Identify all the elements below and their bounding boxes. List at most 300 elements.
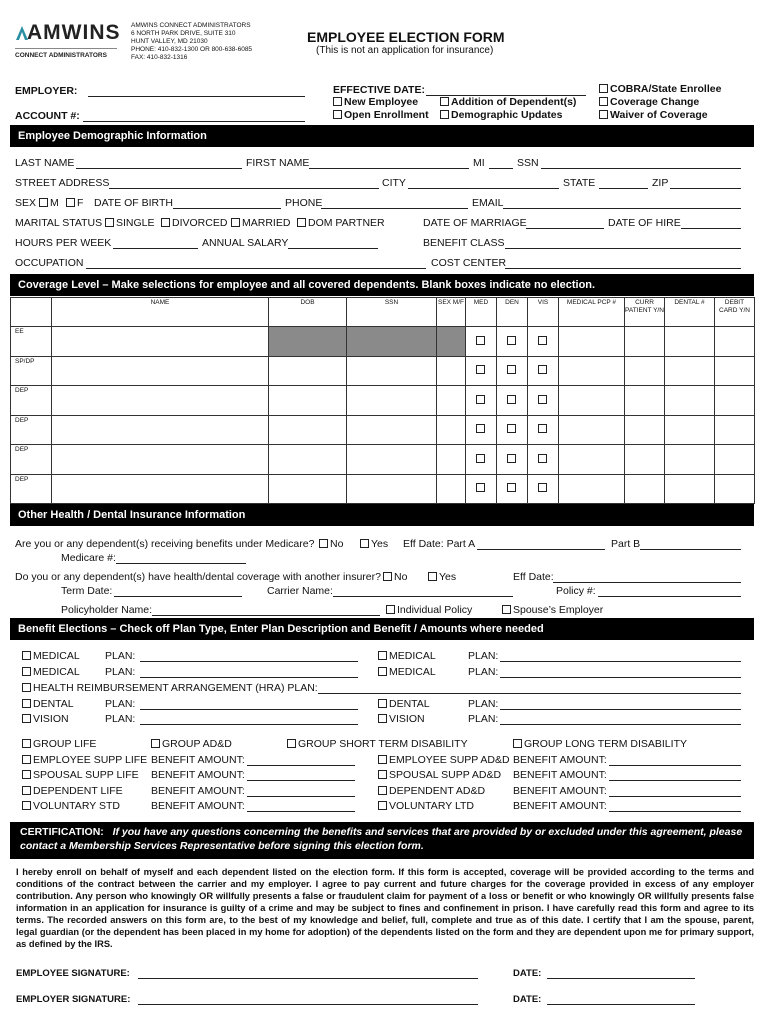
checkbox[interactable] bbox=[105, 218, 114, 227]
cell[interactable] bbox=[347, 474, 437, 504]
column-header: DOB bbox=[269, 298, 347, 327]
sex-f-option[interactable]: F bbox=[66, 197, 83, 209]
address-line: HUNT VALLEY, MD 21030 bbox=[131, 38, 208, 45]
plan-field[interactable] bbox=[140, 724, 358, 725]
den-cell bbox=[497, 386, 528, 416]
checkbox[interactable] bbox=[378, 755, 387, 764]
row-label: DEP bbox=[11, 415, 52, 445]
vision-option[interactable]: VISION bbox=[378, 713, 425, 725]
cell[interactable] bbox=[625, 445, 665, 475]
voluntary-std-option[interactable]: VOLUNTARY STD bbox=[22, 800, 120, 812]
cell[interactable] bbox=[52, 415, 269, 445]
policyholder-field[interactable] bbox=[152, 615, 380, 616]
group-std-option[interactable]: GROUP SHORT TERM DISABILITY bbox=[287, 738, 468, 750]
date-field[interactable] bbox=[547, 1004, 695, 1005]
cell[interactable] bbox=[665, 474, 715, 504]
checkbox[interactable] bbox=[22, 786, 31, 795]
plan-label: PLAN: bbox=[105, 713, 136, 725]
ssn-label: SSN bbox=[517, 157, 539, 169]
cell[interactable] bbox=[437, 415, 466, 445]
plan-field[interactable] bbox=[500, 709, 741, 710]
benefit-amount-field[interactable] bbox=[247, 780, 355, 781]
dependent-life-option[interactable]: DEPENDENT LIFE bbox=[22, 785, 123, 797]
spousal-supp-add-option[interactable]: SPOUSAL SUPP AD&D bbox=[378, 769, 501, 781]
benefit-amount-label: BENEFIT AMOUNT: bbox=[513, 754, 607, 766]
checkbox[interactable] bbox=[333, 110, 342, 119]
plan-field[interactable] bbox=[140, 661, 358, 662]
zip-label: ZIP bbox=[652, 177, 669, 189]
plan-field[interactable] bbox=[500, 724, 741, 725]
plan-field[interactable] bbox=[500, 661, 741, 662]
form-subtitle: (This is not an application for insurance) bbox=[316, 45, 494, 56]
phone-label: PHONE bbox=[285, 197, 323, 209]
checkbox[interactable] bbox=[22, 667, 31, 676]
benefit-amount-field[interactable] bbox=[247, 796, 355, 797]
date-of-hire-label: DATE OF HIRE bbox=[608, 217, 681, 229]
checkbox[interactable] bbox=[538, 424, 547, 433]
cobra-option[interactable]: COBRA/State Enrollee bbox=[599, 83, 721, 95]
certification-paragraph: I hereby enroll on behalf of myself and each dependent listed on the election form. If this form is accepted, coverage will be provided according to the terms and conditions of the contract between the carrier and my employer. I agree to pay current and future charges for the coverage provided in excess of any employer contribution. Any person who knowingly OR willfully presents a false or fraudulent claim for payment of a loss or benefit or who knowingly OR willfully presents false information in an application for insurance is guilty of a crime and may be subject to fines and confinement in prison. I have carefully read this form and agree to its terms. The recorded answers on this form are, to the best of my knowledge and belief, full, complete and true as of this date. I certify that I am the spouse, parent, legal guardian (or the dependent has been placed in my home for adoption) of the dependents listed on the form and they are dependent upon me for primary support, as defined by the IRS. bbox=[16, 867, 754, 949]
mi-field[interactable] bbox=[489, 168, 513, 169]
cell[interactable] bbox=[437, 386, 466, 416]
carrier-name-field[interactable] bbox=[333, 596, 513, 597]
benefit-amount-field[interactable] bbox=[247, 765, 355, 766]
other-coverage-question: Do you or any dependent(s) have health/dental coverage with another insurer? bbox=[15, 571, 381, 583]
checkbox[interactable] bbox=[297, 218, 306, 227]
form-title: EMPLOYEE ELECTION FORM bbox=[307, 29, 505, 45]
demographic-section-header: Employee Demographic Information bbox=[10, 125, 754, 147]
address-phone: PHONE: 410-832-1300 OR 800-638-6085 bbox=[131, 46, 253, 53]
plan-label: PLAN: bbox=[468, 698, 499, 710]
date-of-marriage-label: DATE OF MARRIAGE bbox=[423, 217, 527, 229]
medicare-no-option[interactable]: No bbox=[319, 538, 343, 550]
checkbox[interactable] bbox=[22, 699, 31, 708]
plan-label: PLAN: bbox=[105, 650, 136, 662]
medicare-yes-option[interactable]: Yes bbox=[360, 538, 388, 550]
logo-subtitle: CONNECT ADMINISTRATORS bbox=[15, 52, 107, 59]
cell[interactable] bbox=[625, 386, 665, 416]
checkbox[interactable] bbox=[161, 218, 170, 227]
benefit-amount-label: BENEFIT AMOUNT: bbox=[513, 769, 607, 781]
medicare-number-field[interactable] bbox=[116, 563, 246, 564]
cell[interactable] bbox=[559, 474, 625, 504]
waiver-option[interactable]: Waiver of Coverage bbox=[599, 109, 708, 121]
benefit-amount-field[interactable] bbox=[609, 796, 741, 797]
part-a-field[interactable] bbox=[477, 549, 605, 550]
checkbox[interactable] bbox=[378, 667, 387, 676]
benefit-elections-section-header: Benefit Elections – Check off Plan Type, Enter Plan Description and Benefit / Amounts where needed bbox=[10, 618, 754, 640]
group-add-option[interactable]: GROUP AD&D bbox=[151, 738, 232, 750]
medical-option[interactable]: MEDICAL bbox=[378, 666, 436, 678]
column-header: DEBIT CARD Y/N bbox=[715, 298, 755, 327]
other-coverage-yes-option[interactable]: Yes bbox=[428, 571, 456, 583]
med-cell bbox=[466, 445, 497, 475]
cell[interactable] bbox=[269, 474, 347, 504]
cell[interactable] bbox=[715, 415, 755, 445]
checkbox[interactable] bbox=[476, 483, 485, 492]
checkbox[interactable] bbox=[476, 395, 485, 404]
plan-label: PLAN: bbox=[468, 650, 499, 662]
checkbox[interactable] bbox=[507, 454, 516, 463]
eff-date-label: Eff Date: bbox=[513, 571, 554, 583]
cell[interactable] bbox=[347, 445, 437, 475]
medicare-number-label: Medicare #: bbox=[61, 552, 116, 564]
carrier-name-label: Carrier Name: bbox=[267, 585, 333, 597]
checkbox[interactable] bbox=[599, 110, 608, 119]
med-cell bbox=[466, 415, 497, 445]
benefit-amount-field[interactable] bbox=[609, 780, 741, 781]
hours-field[interactable] bbox=[113, 248, 198, 249]
column-header: DEN bbox=[497, 298, 528, 327]
checkbox[interactable] bbox=[599, 84, 608, 93]
address-line: AMWINS CONNECT ADMINISTRATORS bbox=[131, 22, 251, 29]
eff-date-field[interactable] bbox=[553, 582, 741, 583]
checkbox[interactable] bbox=[378, 651, 387, 660]
cell[interactable] bbox=[625, 474, 665, 504]
dental-option[interactable]: DENTAL bbox=[22, 698, 74, 710]
date-of-hire-field[interactable] bbox=[681, 228, 741, 229]
cell[interactable] bbox=[269, 445, 347, 475]
email-field[interactable] bbox=[503, 208, 741, 209]
table-row bbox=[11, 386, 755, 416]
checkbox[interactable] bbox=[378, 770, 387, 779]
checkbox[interactable] bbox=[476, 336, 485, 345]
other-coverage-no-option[interactable]: No bbox=[383, 571, 407, 583]
vis-cell bbox=[528, 445, 559, 475]
checkbox[interactable] bbox=[507, 365, 516, 374]
logo-text: AMWINS bbox=[27, 21, 121, 44]
checkbox[interactable] bbox=[538, 336, 547, 345]
term-date-field[interactable] bbox=[114, 596, 242, 597]
checkbox[interactable] bbox=[319, 539, 328, 548]
certification-banner bbox=[10, 822, 754, 859]
last-name-label: LAST NAME bbox=[15, 157, 75, 169]
cell[interactable] bbox=[665, 356, 715, 386]
den-cell bbox=[497, 415, 528, 445]
row-label: DEP bbox=[11, 386, 52, 416]
cell[interactable] bbox=[559, 356, 625, 386]
column-header: MED bbox=[466, 298, 497, 327]
mi-label: MI bbox=[473, 157, 485, 169]
checkbox[interactable] bbox=[476, 365, 485, 374]
date-label: DATE: bbox=[513, 968, 542, 979]
cell[interactable] bbox=[52, 356, 269, 386]
cell[interactable] bbox=[52, 445, 269, 475]
cell[interactable] bbox=[347, 386, 437, 416]
table-row bbox=[11, 474, 755, 504]
name-cell[interactable] bbox=[52, 327, 269, 357]
row-label: DEP bbox=[11, 445, 52, 475]
row-label-header bbox=[11, 298, 52, 327]
cost-center-label: COST CENTER bbox=[431, 257, 507, 269]
dependent-add-option[interactable]: DEPENDENT AD&D bbox=[378, 785, 485, 797]
med-cell bbox=[466, 356, 497, 386]
ssn-field[interactable] bbox=[541, 168, 741, 169]
checkbox[interactable] bbox=[538, 365, 547, 374]
cell[interactable] bbox=[437, 445, 466, 475]
employer-signature-label: EMPLOYER SIGNATURE: bbox=[16, 994, 131, 1005]
checkbox[interactable] bbox=[476, 454, 485, 463]
single-option[interactable]: SINGLE bbox=[105, 217, 155, 229]
vis-cell bbox=[528, 327, 559, 357]
cell[interactable] bbox=[559, 327, 625, 357]
cell[interactable] bbox=[665, 327, 715, 357]
account-label: ACCOUNT #: bbox=[15, 110, 80, 122]
voluntary-ltd-option[interactable]: VOLUNTARY LTD bbox=[378, 800, 474, 812]
cell[interactable] bbox=[437, 356, 466, 386]
cell[interactable] bbox=[625, 327, 665, 357]
medical-option[interactable]: MEDICAL bbox=[22, 650, 80, 662]
med-cell bbox=[466, 386, 497, 416]
cell[interactable] bbox=[715, 356, 755, 386]
spouse-employer-option[interactable]: Spouse’s Employer bbox=[502, 604, 603, 616]
checkbox[interactable] bbox=[22, 801, 31, 810]
state-field[interactable] bbox=[599, 188, 648, 189]
last-name-field[interactable] bbox=[76, 168, 242, 169]
cell[interactable] bbox=[347, 356, 437, 386]
plan-field[interactable] bbox=[140, 709, 358, 710]
street-field[interactable] bbox=[109, 188, 379, 189]
checkbox[interactable] bbox=[428, 572, 437, 581]
first-name-field[interactable] bbox=[309, 168, 469, 169]
table-row bbox=[11, 356, 755, 386]
zip-field[interactable] bbox=[670, 188, 741, 189]
group-life-option[interactable]: GROUP LIFE bbox=[22, 738, 96, 750]
cell[interactable] bbox=[559, 386, 625, 416]
coverage-section-header: Coverage Level – Make selections for employee and all covered dependents. Blank boxes indicate no election. bbox=[10, 274, 754, 296]
checkbox[interactable] bbox=[599, 97, 608, 106]
column-header: SSN bbox=[347, 298, 437, 327]
column-header: VIS bbox=[528, 298, 559, 327]
checkbox[interactable] bbox=[287, 739, 296, 748]
vis-cell bbox=[528, 386, 559, 416]
plan-field[interactable] bbox=[140, 677, 358, 678]
cell[interactable] bbox=[347, 415, 437, 445]
coverage-change-option[interactable]: Coverage Change bbox=[599, 96, 699, 108]
checkbox[interactable] bbox=[507, 424, 516, 433]
medicare-question: Are you or any dependent(s) receiving benefits under Medicare? bbox=[15, 538, 315, 550]
checkbox[interactable] bbox=[22, 755, 31, 764]
plan-label: PLAN: bbox=[468, 713, 499, 725]
checkbox[interactable] bbox=[22, 739, 31, 748]
cell[interactable] bbox=[665, 386, 715, 416]
checkbox[interactable] bbox=[22, 683, 31, 692]
policy-number-field[interactable] bbox=[598, 596, 741, 597]
med-cell bbox=[466, 474, 497, 504]
demographic-updates-option[interactable]: Demographic Updates bbox=[440, 109, 562, 121]
cell[interactable] bbox=[559, 445, 625, 475]
effective-date-label: EFFECTIVE DATE: bbox=[333, 84, 425, 96]
employee-supp-add-option[interactable]: EMPLOYEE SUPP AD&D bbox=[378, 754, 510, 766]
dob-label: DATE OF BIRTH bbox=[94, 197, 173, 209]
hra-plan-field[interactable] bbox=[318, 693, 741, 694]
cell[interactable] bbox=[665, 445, 715, 475]
cell[interactable] bbox=[715, 386, 755, 416]
checkbox[interactable] bbox=[383, 572, 392, 581]
married-option[interactable]: MARRIED bbox=[231, 217, 290, 229]
benefit-amount-field[interactable] bbox=[609, 811, 741, 812]
employee-signature-label: EMPLOYEE SIGNATURE: bbox=[16, 968, 130, 979]
checkbox[interactable] bbox=[22, 651, 31, 660]
benefit-amount-label: BENEFIT AMOUNT: bbox=[151, 800, 245, 812]
column-header: MEDICAL PCP # bbox=[559, 298, 625, 327]
cell[interactable] bbox=[52, 474, 269, 504]
cost-center-field[interactable] bbox=[505, 268, 741, 269]
employer-field[interactable] bbox=[88, 96, 305, 97]
checkbox[interactable] bbox=[39, 198, 48, 207]
checkbox[interactable] bbox=[502, 605, 511, 614]
marital-status-label: MARITAL STATUS bbox=[15, 217, 103, 229]
sex-m-option[interactable]: M bbox=[39, 197, 59, 209]
address-fax: FAX: 410-832-1316 bbox=[131, 54, 188, 61]
plan-label: PLAN: bbox=[468, 666, 499, 678]
checkbox[interactable] bbox=[507, 483, 516, 492]
benefit-amount-label: BENEFIT AMOUNT: bbox=[151, 769, 245, 781]
cell[interactable] bbox=[269, 356, 347, 386]
account-field[interactable] bbox=[83, 121, 305, 122]
cell[interactable] bbox=[269, 386, 347, 416]
new-employee-option[interactable]: New Employee bbox=[333, 96, 418, 108]
date-field[interactable] bbox=[547, 978, 695, 979]
checkbox[interactable] bbox=[378, 786, 387, 795]
plan-label: PLAN: bbox=[105, 666, 136, 678]
ssn-cell bbox=[347, 327, 437, 357]
plan-field[interactable] bbox=[500, 677, 741, 678]
city-label: CITY bbox=[382, 177, 406, 189]
medical-option[interactable]: MEDICAL bbox=[22, 666, 80, 678]
checkbox[interactable] bbox=[378, 801, 387, 810]
benefit-amount-field[interactable] bbox=[247, 811, 355, 812]
checkbox[interactable] bbox=[378, 699, 387, 708]
group-ltd-option[interactable]: GROUP LONG TERM DISABILITY bbox=[513, 738, 687, 750]
checkbox[interactable] bbox=[476, 424, 485, 433]
dob-cell bbox=[269, 327, 347, 357]
benefit-amount-label: BENEFIT AMOUNT: bbox=[513, 785, 607, 797]
checkbox[interactable] bbox=[151, 739, 160, 748]
hours-label: HOURS PER WEEK bbox=[15, 237, 112, 249]
column-header: DENTAL # bbox=[665, 298, 715, 327]
benefit-class-label: BENEFIT CLASS bbox=[423, 237, 505, 249]
cell[interactable] bbox=[715, 474, 755, 504]
table-row bbox=[11, 327, 755, 357]
date-of-marriage-field[interactable] bbox=[526, 228, 604, 229]
table-row bbox=[11, 415, 755, 445]
salary-label: ANNUAL SALARY bbox=[202, 237, 289, 249]
sex-label: SEX bbox=[15, 197, 37, 209]
benefit-amount-label: BENEFIT AMOUNT: bbox=[513, 800, 607, 812]
checkbox[interactable] bbox=[538, 454, 547, 463]
checkbox[interactable] bbox=[440, 97, 449, 106]
part-b-label: Part B bbox=[611, 538, 641, 550]
phone-field[interactable] bbox=[321, 208, 468, 209]
den-cell bbox=[497, 327, 528, 357]
sex-cell bbox=[437, 327, 466, 357]
cell[interactable] bbox=[715, 327, 755, 357]
certification-label: CERTIFICATION: bbox=[20, 826, 104, 838]
employee-supp-life-option[interactable]: EMPLOYEE SUPP LIFE bbox=[22, 754, 147, 766]
occupation-field[interactable] bbox=[86, 268, 426, 269]
street-label: STREET ADDRESS bbox=[15, 177, 110, 189]
benefit-amount-field[interactable] bbox=[609, 765, 741, 766]
employer-signature-field[interactable] bbox=[138, 1004, 478, 1005]
occupation-label: OCCUPATION bbox=[15, 257, 84, 269]
email-label: EMAIL bbox=[472, 197, 504, 209]
checkbox[interactable] bbox=[22, 770, 31, 779]
salary-field[interactable] bbox=[288, 248, 378, 249]
employee-signature-field[interactable] bbox=[138, 978, 478, 979]
benefit-amount-label: BENEFIT AMOUNT: bbox=[151, 754, 245, 766]
term-date-label: Term Date: bbox=[61, 585, 113, 597]
checkbox[interactable] bbox=[440, 110, 449, 119]
vis-cell bbox=[528, 474, 559, 504]
policy-number-label: Policy #: bbox=[556, 585, 596, 597]
dom-partner-option[interactable]: DOM PARTNER bbox=[297, 217, 385, 229]
benefit-class-field[interactable] bbox=[505, 248, 741, 249]
individual-policy-option[interactable]: Individual Policy bbox=[386, 604, 472, 616]
row-label: DEP bbox=[11, 474, 52, 504]
checkbox[interactable] bbox=[360, 539, 369, 548]
coverage-table bbox=[10, 297, 755, 504]
certification-text: If you have any questions concerning the benefits and services that are provided by or excluded under this agreement, please contact a Membership Services Representative before signing this election form. bbox=[20, 826, 743, 852]
checkbox[interactable] bbox=[507, 336, 516, 345]
address-line: 6 NORTH PARK DRIVE, SUITE 310 bbox=[131, 30, 236, 37]
checkbox[interactable] bbox=[538, 395, 547, 404]
hra-option[interactable]: HEALTH REIMBURSEMENT ARRANGEMENT (HRA) PLAN: bbox=[22, 682, 318, 694]
cell[interactable] bbox=[52, 386, 269, 416]
addition-dependent-option[interactable]: Addition of Dependent(s) bbox=[440, 96, 576, 108]
checkbox[interactable] bbox=[66, 198, 75, 207]
checkbox[interactable] bbox=[231, 218, 240, 227]
checkbox[interactable] bbox=[507, 395, 516, 404]
column-header: CURR PATIENT Y/N bbox=[625, 298, 665, 327]
city-field[interactable] bbox=[408, 188, 559, 189]
checkbox[interactable] bbox=[333, 97, 342, 106]
cell[interactable] bbox=[665, 415, 715, 445]
column-header: NAME bbox=[52, 298, 269, 327]
cell[interactable] bbox=[269, 415, 347, 445]
cell[interactable] bbox=[625, 415, 665, 445]
den-cell bbox=[497, 445, 528, 475]
spousal-supp-life-option[interactable]: SPOUSAL SUPP LIFE bbox=[22, 769, 139, 781]
checkbox[interactable] bbox=[386, 605, 395, 614]
medical-option[interactable]: MEDICAL bbox=[378, 650, 436, 662]
checkbox[interactable] bbox=[22, 714, 31, 723]
dental-option[interactable]: DENTAL bbox=[378, 698, 430, 710]
cell[interactable] bbox=[625, 356, 665, 386]
cell[interactable] bbox=[559, 415, 625, 445]
state-label: STATE bbox=[563, 177, 596, 189]
checkbox[interactable] bbox=[513, 739, 522, 748]
row-label: SP/DP bbox=[11, 356, 52, 386]
open-enrollment-option[interactable]: Open Enrollment bbox=[333, 109, 429, 121]
den-cell bbox=[497, 474, 528, 504]
checkbox[interactable] bbox=[378, 714, 387, 723]
vision-option[interactable]: VISION bbox=[22, 713, 69, 725]
column-header: SEX M/F bbox=[437, 298, 466, 327]
dob-field[interactable] bbox=[173, 208, 281, 209]
part-b-field[interactable] bbox=[640, 549, 741, 550]
plan-label: PLAN: bbox=[105, 698, 136, 710]
cell[interactable] bbox=[437, 474, 466, 504]
cell[interactable] bbox=[715, 445, 755, 475]
policyholder-label: Policyholder Name: bbox=[61, 604, 153, 616]
den-cell bbox=[497, 356, 528, 386]
row-label: EE bbox=[11, 327, 52, 357]
part-a-label: Eff Date: Part A bbox=[403, 538, 476, 550]
coverage-header-row bbox=[11, 298, 755, 327]
divorced-option[interactable]: DIVORCED bbox=[161, 217, 227, 229]
checkbox[interactable] bbox=[538, 483, 547, 492]
